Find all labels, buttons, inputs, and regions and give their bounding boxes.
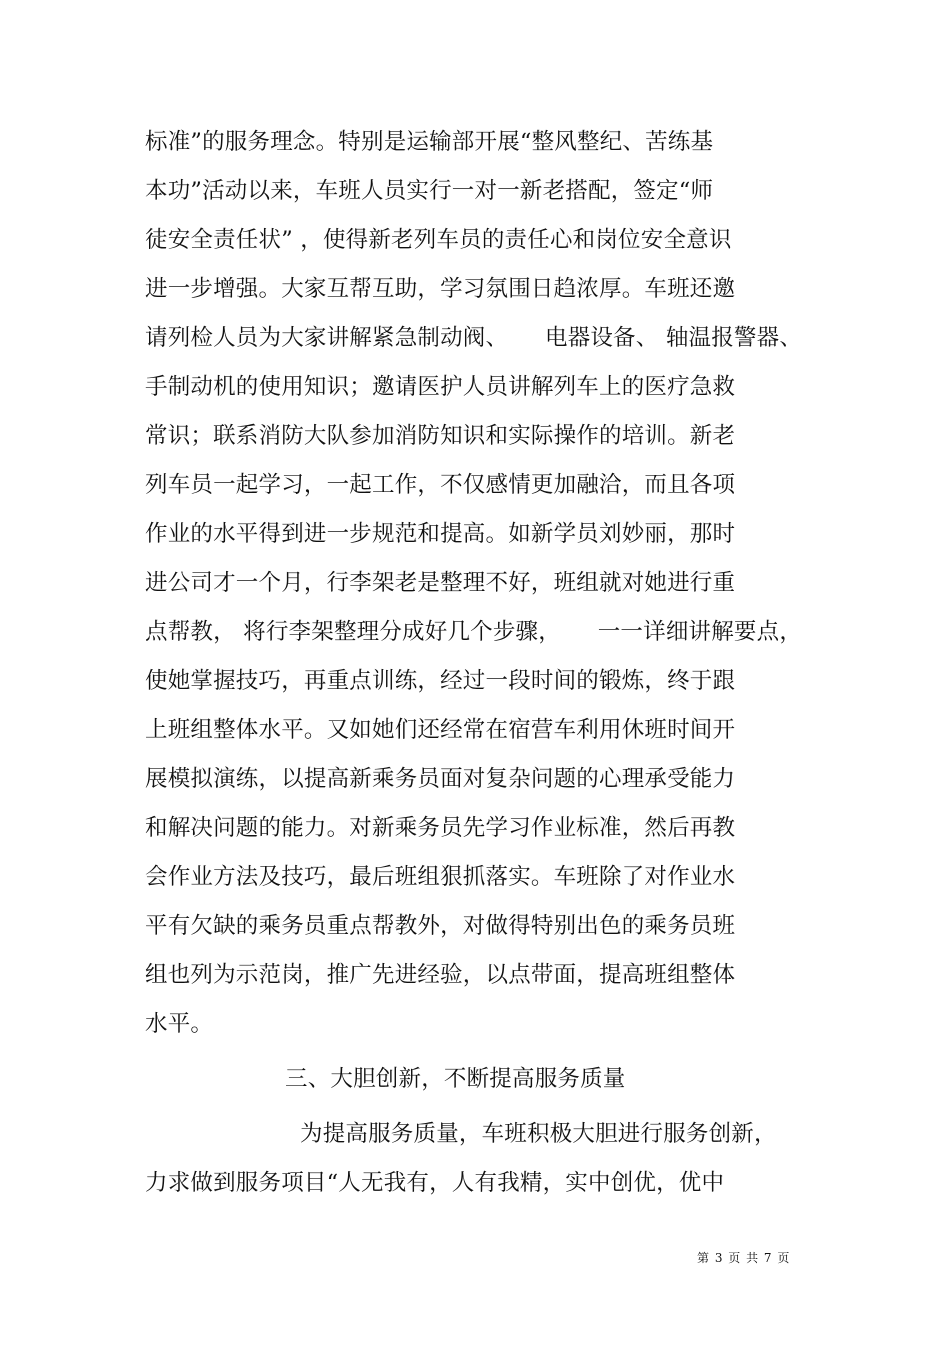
body-line-8: 列车员一起学习，一起工作，不仅感情更加融洽，而且各项 (145, 472, 736, 498)
body-line-17: 平有欠缺的乘务员重点帮教外，对做得特别出色的乘务员班 (145, 913, 736, 939)
body-line-18: 组也列为示范岗，推广先进经验，以点带面，提高班组整体 (145, 962, 736, 988)
body-line-1: 标准”的服务理念。特别是运输部开展“整风整纪、苦练基 (145, 129, 714, 155)
body-line-4: 进一步增强。大家互帮互助，学习氛围日趋浓厚。车班还邀 (145, 276, 736, 302)
section-heading: 三、大胆创新，不断提高服务质量 (285, 1066, 626, 1092)
paragraph2-line-2: 力求做到服务项目“人无我有，人有我精，实中创优，优中 (145, 1170, 725, 1196)
body-line-5: 请列检人员为大家讲解紧急制动阀、 电器设备、 轴温报警器、 (145, 325, 803, 351)
body-line-14: 展模拟演练，以提高新乘务员面对复杂问题的心理承受能力 (145, 766, 736, 792)
body-line-16: 会作业方法及技巧，最后班组狠抓落实。车班除了对作业水 (145, 864, 736, 890)
body-line-9: 作业的水平得到进一步规范和提高。如新学员刘妙丽，那时 (145, 521, 736, 547)
body-line-13: 上班组整体水平。又如她们还经常在宿营车利用休班时间开 (145, 717, 736, 743)
body-line-10: 进公司才一个月，行李架老是整理不好，班组就对她进行重 (145, 570, 736, 596)
body-line-11: 点帮教， 将行李架整理分成好几个步骤， 一一详细讲解要点， (145, 619, 803, 645)
page-indicator: 第 3 页 共 7 页 (697, 1251, 791, 1265)
body-line-7: 常识；联系消防大队参加消防知识和实际操作的培训。新老 (145, 423, 736, 449)
body-line-2: 本功”活动以来，车班人员实行一对一新老搭配，签定“师 (145, 178, 714, 204)
body-line-3: 徒安全责任状” ，使得新老列车员的责任心和岗位安全意识 (145, 227, 732, 253)
paragraph2-line-1: 为提高服务质量，车班积极大胆进行服务创新， (300, 1121, 777, 1147)
body-line-6: 手制动机的使用知识；邀请医护人员讲解列车上的医疗急救 (145, 374, 736, 400)
body-line-15: 和解决问题的能力。对新乘务员先学习作业标准，然后再教 (145, 815, 736, 841)
body-line-19: 水平。 (145, 1011, 214, 1037)
body-line-12: 使她掌握技巧，再重点训练，经过一段时间的锻炼，终于跟 (145, 668, 736, 694)
